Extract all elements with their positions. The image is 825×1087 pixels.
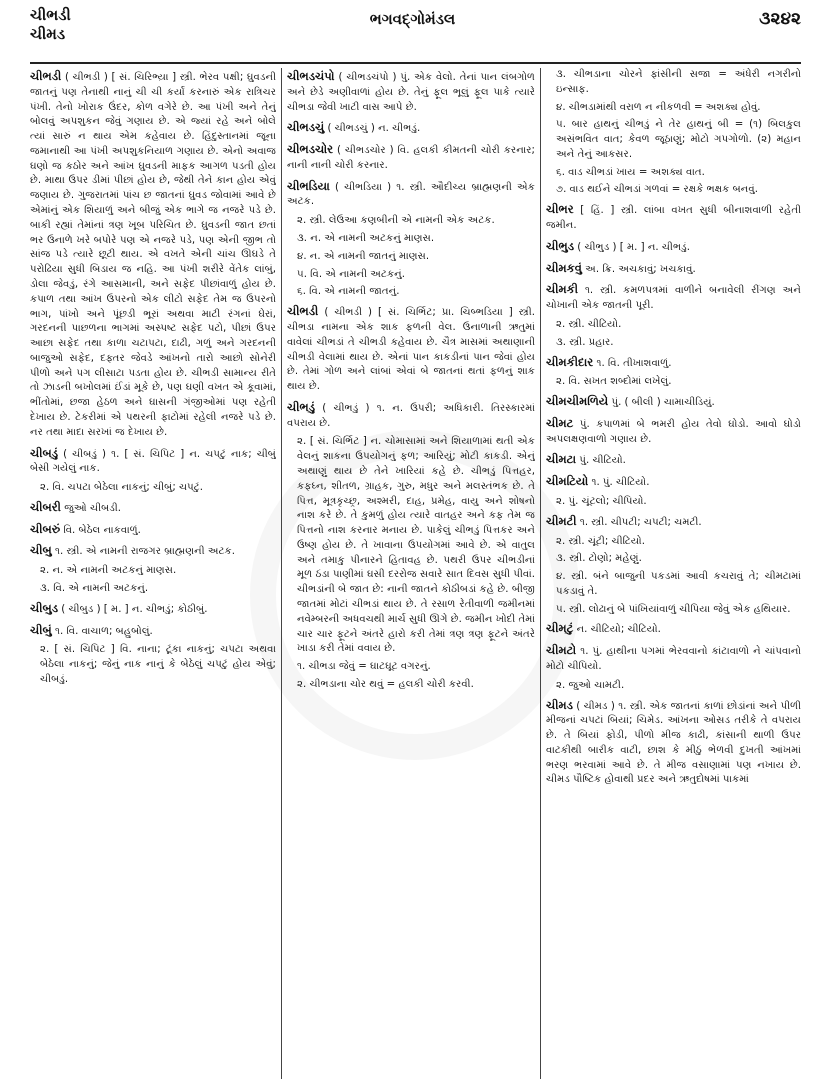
- entry-sense: [556, 603, 801, 618]
- dictionary-entry: [546, 354, 801, 372]
- dictionary-entry: [287, 141, 535, 174]
- definition-text: ૨. ચીભડાના ચોર થવું = હલકી ચોરી કરવી.: [297, 678, 474, 690]
- definition-text: ( ચીભડચોર ) વિ. હલકી કીમતની ચોરી કરનાર; નાની નાની ચોરી કરનાર.: [287, 145, 535, 171]
- entry-sense: [297, 232, 535, 247]
- page-number: ૩૨૪૨: [759, 9, 801, 29]
- headword: ચીભડી: [30, 69, 62, 83]
- definition-text: ૪. સ્ત્રી. બંને બાજુની પકડમાં આવી કચરાવું તે; ચીમટામાં પકડાવું તે.: [556, 571, 801, 597]
- definition-text: ૫. વિ. એ નામની અટકનું.: [297, 268, 405, 280]
- headword: ચીમટું: [546, 621, 574, 636]
- headword: ચીમચીમળિયે: [546, 394, 609, 409]
- dictionary-entry: [30, 445, 276, 478]
- entry-sense: [297, 268, 535, 283]
- headword: ચીભડચું: [287, 120, 325, 135]
- headword: ચીબું: [30, 622, 52, 637]
- dictionary-entry: [287, 178, 535, 211]
- definition-text: ( ચીભડચંપો ) પું. એક વેલો. તેનાં પાન લંબગોળ અને છેડે અણીવાળાં હોય છે. તેનું ફૂલ ભૂલું ફૂલ પાકે ત્યારે ચીભડા જેવી ખાટી વાસ આપે છે.: [287, 72, 535, 113]
- definition-text: ૭. વાડ થઈને ચીભડાં ગળવાં = રક્ષકે ભક્ષક બનવું.: [556, 184, 758, 196]
- definition-text: ( ચીભડી ) [ સં. ચિર્ભિટ; પ્રા. ચિબ્ભડિયા ] સ્ત્રી. ચીભડા નામના એક શાક ફળની વેલ. ઉનાળાની ઋતુમાં વાવેલાં ચીભડાં તે ચીભડી કહેવાય છે. ચૈત્ર માસમાં અથાણાની ચીભડી વેલામાં થાય છે. એનાં પાન કાકડીનાં પાન જેવાં હોય છે. તેમાં ગોળ અને લાંબાં એવાં બે જાતનાં થતાં ફળનું શાક થાય છે.: [287, 307, 535, 393]
- dictionary-entry: [546, 281, 801, 314]
- headword: ચીમકવું: [546, 260, 582, 275]
- headword: ચીમકીદાર: [546, 354, 594, 369]
- book-title: ભગવદ્ગોમંડલ: [369, 10, 456, 28]
- dictionary-entry: [546, 620, 801, 638]
- definition-text: ૨. જુઓ ચામટી.: [556, 679, 625, 691]
- definition-text: ૧. સ્ત્રી. કમળપત્રમાં વાળીને બનાવેલી રીંગણ અને ચોખાની એક જાતની પૂરી.: [546, 285, 801, 312]
- dictionary-entry: [30, 600, 276, 618]
- entry-sense: [40, 564, 276, 579]
- definition-text: ૩. સ્ત્રી. ટોણો; મહેણું.: [556, 553, 642, 565]
- definition-text: ૨. વિ. સખત શબ્દોમાં લખેલું.: [556, 376, 672, 388]
- column-2: [287, 68, 535, 1083]
- definition-text: ૧. ચીભડા જેવું = ઘાટઘૂટ વગરનું.: [297, 661, 431, 673]
- dictionary-entry: [546, 201, 801, 234]
- column-divider: [281, 68, 282, 1079]
- header-rule: [30, 62, 801, 64]
- headword: ચીભડી: [287, 304, 319, 319]
- definition-text: ૪. ચીભડામાંથી વરાળ ન નીકળવી = અશક્ય હોવું.: [556, 101, 761, 113]
- definition-text: ૬. વિ. એ નામની જાતનું.: [297, 286, 400, 298]
- definition-text: ૨. સ્ત્રી. ચીટિયો.: [556, 318, 622, 330]
- entry-sense: [556, 318, 801, 333]
- dictionary-entry: [546, 260, 801, 278]
- entry-sense: [556, 535, 801, 550]
- headword: ચીમટો: [546, 643, 577, 658]
- column-3: [546, 68, 801, 1083]
- dictionary-entry: [546, 513, 801, 531]
- definition-text: જુઓ ચીબડી.: [64, 502, 122, 514]
- dictionary-entry: [546, 642, 801, 675]
- definition-text: ( ચીભડચું ) ન. ચીભડું.: [327, 123, 421, 135]
- column-1: [30, 68, 276, 1083]
- headword: ચીમટ: [546, 415, 574, 430]
- dictionary-entry: [546, 473, 801, 491]
- headword: ચીબરું: [30, 521, 61, 536]
- guide-word-last: ચીમડ: [30, 25, 66, 43]
- definition-text: ( ચીબુડ ) [ મ. ] ન. ચીભડું; કોઠીબું.: [61, 603, 208, 615]
- definition-text: ( ચીભડું ) ૧. ન. ઉપરી; અધિકારી. તિરસ્કારમાં વપરાય છે.: [287, 402, 535, 429]
- definition-text: ૨. પું. ચૂંટલો; ચીપિયો.: [556, 495, 647, 507]
- entry-sense: [556, 68, 801, 98]
- definition-text: ૩. ચીભડાના ચોરને ફાંસીની સજા = અંધેરી નગરીનો ઇન્સાફ.: [556, 69, 801, 95]
- dictionary-entry: [287, 68, 535, 115]
- entry-sense: [556, 336, 801, 351]
- dictionary-entry: [546, 238, 801, 256]
- headword: ચીમટી: [546, 513, 577, 528]
- headword: ચીમકી: [546, 282, 579, 297]
- definition-text: ૫. સ્ત્રી. લોઢાનું બે પાંખિયાંવાળું ચીપિયા જેવું એક હથિયાર.: [556, 603, 791, 615]
- definition-text: ( ચીભુડ ) [ મ. ] ન. ચીભડું.: [577, 241, 690, 253]
- column-divider: [540, 68, 541, 1079]
- headword: ચીમટિયો: [546, 474, 589, 489]
- headword: ચીભુડ: [546, 238, 575, 253]
- entry-sense: [40, 582, 276, 597]
- definition-text: [ હિં. ] સ્ત્રી. લાંબા વખત સુધી બીનાશવાળી રહેતી જમીન.: [546, 205, 801, 232]
- definition-text: ૩. સ્ત્રી. પ્રહાર.: [556, 336, 614, 348]
- entry-sense: [556, 101, 801, 116]
- definition-text: ૨. [ સં. ચિર્ભિટ ] ન. ચોમાસામાં અને શિયાળામાં થતી એક વેલનું શાકના ઉપયોગનું ફળ; આરિયું; મોટી કાકડી. એનું અથાણું થાય છે તેને ખારિયાં કહે છે. ચીભડું પિત્તહર, કફઘ્ન, શીતળ, ગ્રાહક, ગુરુ, મધુર અને મલસ્તંભક છે. તે પિત્ત, મૂત્રકૃચ્છ્ર, અશ્મરી, દાહ, પ્રમેહ, વાયુ અને શોષનો નાશ કરે છે. તે કુમળું હોય ત્યારે વાતહર અને કફ તેમ જ પિત્તનો નાશ કરનાર મનાય છે. પાકેલું ચીભડું પિત્તકર અને ઉષ્ણ હોય છે. તે ખાવાના ઉપયોગમાં આવે છે. એ વાતુલ અને તમાકુ પીનારને હિતાવહ છે. પથરી ઉપર ચીભડીનાં મૂળ ઠંડા પાણીમાં ઘસી દરરોજ સવારે સાત દિવસ સુધી પીવાં. ચીભડાંની બે જાત છે: નાની જાતને કોઠીબડાં કહે છે. બીજી જાતમાં મોટાં ચીભડાં થાય છે. તે રસાળ રેતીવાળી જમીનમાં નવેમ્બરની અધવચથી માર્ચ સુધી ઊગે છે. જમીન ખોદી તેમાં ચાર ચાર ફૂટને અંતરે હારો કરી તેમાં ત્રણ ત્રણ ફૂટને અંતરે ખાડા કરી તેમાં વવાય છે.: [297, 436, 535, 655]
- definition-text: ૧. પું. ચીટિયો.: [591, 477, 650, 489]
- headword: ચીમટા: [546, 452, 577, 467]
- headword: ચીબરી: [30, 499, 61, 514]
- headword: ચીબુ: [30, 543, 52, 558]
- definition-text: ન. ચીટિયો; ચીટિયો.: [576, 624, 661, 636]
- definition-text: પું. ચીટિયો.: [579, 455, 626, 467]
- dictionary-entry: [287, 303, 535, 395]
- headword: ચીબુડ: [30, 600, 59, 615]
- entry-sense: [556, 495, 801, 510]
- headword: ચીમડ: [546, 697, 573, 712]
- entry-sense: [556, 118, 801, 162]
- dictionary-entry: [30, 68, 276, 441]
- entry-sense: [556, 552, 801, 567]
- headword: ચીબડું: [30, 445, 59, 460]
- definition-text: ( ચીભડિયા ) ૧. સ્ત્રી. ઔદીચ્ય બ્રાહ્મણની એક અટક.: [287, 181, 535, 208]
- dictionary-entry: [546, 415, 801, 448]
- definition-text: ૨. વિ. ચપટા બેઠેલા નાકનું; ચીબું; ચપટું.: [40, 482, 203, 494]
- definition-text: ૨. સ્ત્રી. ચૂંટી; ચીટિયો.: [556, 535, 645, 547]
- dictionary-entry: [30, 542, 276, 560]
- definition-text: ૨. ન. એ નામની અટકનું માણસ.: [40, 565, 177, 577]
- entry-sense: [297, 285, 535, 300]
- headword: ચીભર: [546, 202, 574, 217]
- definition-text: અ. ક્રિ. અચકાવું; ખચકાવું.: [585, 263, 696, 275]
- definition-text: વિ. બેઠેલ નાકવાળું.: [63, 524, 141, 536]
- definition-text: ૨. [ સં. ચિપિટ ] વિ. નાના; ટૂંકા નાકનું; ચપટા અથવા બેઠેલા નાકનું; જેનું નાક નાનું કે બેઠેલું ચપટું હોય એવું; ચીબડું.: [40, 644, 276, 685]
- definition-text: ૧. પું. હાથીના પગમાં ભેરવવાનો કાંટાવાળો ને ચાંપવાનો મોટો ચીપિયો.: [546, 646, 801, 672]
- headword: ચીભડિયા: [287, 178, 330, 193]
- entry-sense: [40, 481, 276, 496]
- definition-text: ૬. વાડ ચીભડાં ખાય = અશક્ય વાત.: [556, 166, 705, 178]
- headword: ચીભડચંપો: [287, 69, 335, 83]
- headword: ચીભડું: [287, 399, 316, 414]
- dictionary-entry: [287, 399, 535, 432]
- definition-text: ૧. સ્ત્રી. એ નામની રાજગર બ્રાહ્મણની અટક.: [54, 546, 235, 558]
- dictionary-entry: [546, 451, 801, 469]
- definition-text: પું. કપાળમાં બે ભમરી હોય તેવો ઘોડો. આવો ઘોડો અપલક્ષણવાળો ગણાય છે.: [546, 418, 801, 445]
- entry-sense: [556, 679, 801, 694]
- entry-sense: [556, 183, 801, 198]
- definition-text: ૪. ન. એ નામની જાતનું માણસ.: [297, 250, 430, 262]
- definition-text: ૫. બાર હાથનું ચીભડું ને તેર હાથનું બી = (૧) બિલકુલ અસંભવિત વાત; કેવળ જૂઠાણું; મોટો ગપગોળો. (૨) મહાન અને તેનું આકસર.: [556, 119, 801, 160]
- entry-sense: [297, 250, 535, 265]
- definition-text: ૨. સ્ત્રી. લેઉઆ કણબીની એ નામની એક અટક.: [297, 215, 495, 227]
- dictionary-entry: [30, 521, 276, 539]
- entry-sense: [556, 375, 801, 390]
- dictionary-entry: [30, 622, 276, 640]
- entry-sense: [297, 214, 535, 229]
- dictionary-entry: [546, 393, 801, 411]
- entry-sense: [297, 435, 535, 657]
- dictionary-entry: [30, 499, 276, 517]
- definition-text: ૧. સ્ત્રી. ચીપટી; ચપટી; ચમટી.: [579, 516, 702, 528]
- entry-sense: [556, 166, 801, 181]
- definition-text: ( ચીમડ ) ૧. સ્ત્રી. એક જાતનાં કાળાં છોડાંનાં અને પીળી મીજનાં ચપટાં બિયાં; ચિમેડ. આંખના ઓસડ તરીકે તે વપરાય છે. તે બિયાં ફોડી, પીળો મીજ કાઢી, કાંસાની થાળી ઉપર વાટકીથી બારીક વાટી, છાશ કે મીઠું ભેળવી દુખતી આંખમાં ભરણ ભરવામાં આવે છે. તે મીજ વસાણામાં પણ નખાય છે. ચીમડ પૌષ્ટિક હોવાથી પ્રદર અને ઋતુદોષમાં પાકમાં: [546, 700, 801, 786]
- definition-text: ૧. વિ. વાચાળ; બહુબોલું.: [54, 625, 153, 637]
- entry-sense: [297, 678, 535, 693]
- entry-sense: [40, 643, 276, 687]
- definition-text: ( ચીભડી ) [ સં. ચિરિભ્ય઼ા ] સ્ત્રી. ભેરવ પક્ષી; ઘુવડની જાતનું પણ તેનાથી નાનું ચી ચી કર્યાં કરનારું એક રાત્રિચર પંખી. તેનો ખોરાક ઉંદર, કોળ વગેરે છે. આ પંખી અને તેનું બોલવું અપશુકન જેવું ગણાય છે. એ જ્યાં રહે અને બોલે ત્યાં સારું ન થાય એમ કહેવાય છે. હિંદુસ્તાનમાં જૂના જમાનાથી આ પંખી અપશુકનિયાળ ગણાય છે. એનો અવાજ ઘણો જ કઠોર અને આંખ ઘુવડની માફક આગળ પડતી હોય છે. માથા ઉપર ડીમાં પીછાં હોય છે, જેથી તેને કાન હોય એવું જણાય છે. ગુજરાતમાં પાંચ છ જાતનાં ઘુવડ જોવામાં આવે છે એમાંનું એક શિયાળું અને બીજું એક ભાગે જ નજરે પડે છે. બાકી રહ્યાં તેમાંનાં ત્રણ ખૂબ પરિચિત છે. ઘુવડની જાત છતાં ભર ઉનાળે ખરે બપોરે પણ એ નજરે પડે, પણ એની જીભ તો સાંજ પડે ત્યારે છૂટી થાય. એ વખતે એની ચાંચ ઊઘડે તે પરોઢિયા સુધી બિડાય જ નહિ. આ પંખી શરીરે વેંતેક લાંબું, ડોલા જેવડું, રંગે આસમાની, અને સફેદ પીછાંવાળું હોય છે. કપાળ તથા આંખ ઉપરનો એક લીટો સફેદ તેમ જ ઉપરનો ભાગ, પાંખો અને પૂંછડી ભૂરાં અથવા માટી રંગનાં ઘેરાં, ગરદનની પાછળના ભાગમાં અસ્પષ્ટ સફેદ પટો, પીછાં ઉપર આછા સફેદ તથા કાળા ચટાપટા, દાઢી, ગળું અને ગરદનની બાજુઓ સફેદ, દફ્તર જેવડે આંખનો તારો આછો સોનેરી પીળો અને પગ લીસાટા પડતા હોય છે. ચીભડી સામાન્ય રીતે તો ઝાડની બખોલમાં ઈંડાં મૂકે છે, પણ ઘણી વખત એ કૂવામાં, ભીંતોમાં, છજા હેઠળ અને ઘાસની ગંજીઓમાં પણ રહેતી દેખાય છે. ટેકરીમાં એ પથરની ફાટોમાં રહેલી નજરે પડે છે. નર તથા માદા સરખાં જ દેખાય છે.: [30, 72, 276, 438]
- definition-text: ૩. ન. એ નામની અટકનું માણસ.: [297, 233, 435, 245]
- entry-sense: [297, 660, 535, 675]
- guide-word-first: ચીભડી: [30, 6, 71, 24]
- entry-sense: [556, 570, 801, 600]
- dictionary-entry: [546, 697, 801, 789]
- definition-text: પું. ( બીલી ) ચામાચીડિયું.: [611, 397, 715, 409]
- headword: ચીભડચોર: [287, 142, 334, 157]
- definition-text: ૧. વિ. તીખાશવાળું.: [596, 357, 672, 369]
- definition-text: ૩. વિ. એ નામની અટકનું.: [40, 583, 149, 594]
- definition-text: ( ચીબડું ) ૧. [ સં. ચિપિટ ] ન. ચપટું નાક; ચીબું બેસી ગયેલું નાક.: [30, 448, 276, 475]
- dictionary-entry: [287, 119, 535, 137]
